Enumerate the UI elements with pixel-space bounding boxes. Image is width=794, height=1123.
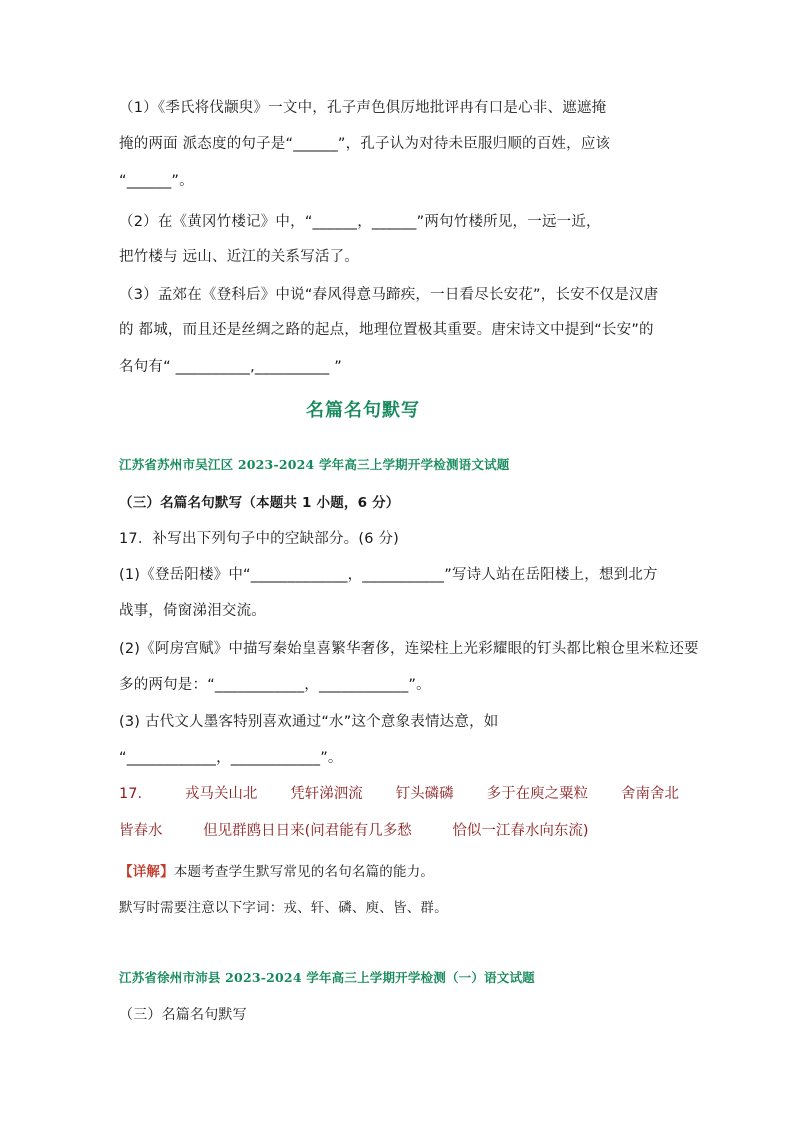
answer-item: 多于在庾之粟粒: [486, 786, 589, 802]
detail-label: 【详解】: [119, 864, 174, 880]
answer-item: 皆春水: [119, 823, 163, 839]
section-title: 名篇名句默写: [306, 400, 420, 421]
question-text: (3) 古代文人墨客特别喜欢通过“水”这个意象表情达意，如: [119, 714, 499, 730]
section-heading: （三）名篇名句默写: [119, 1007, 247, 1023]
detail-line: [119, 860, 434, 880]
question-text: （2）在《黄冈竹楼记》中，“______，______”两句竹楼所见，一远一近，: [119, 214, 601, 230]
detail-text: 本题考查学生默写常见的名句名篇的能力。: [173, 864, 435, 880]
source-heading: 江苏省徐州市沛县 2023-2024 学年高三上学期开学检测（一）语文试题: [119, 970, 535, 985]
question-text: 把竹楼与 远山、近江的关系写活了。: [119, 249, 360, 265]
answer-row: [119, 782, 679, 803]
question-text: 的 都城，而且还是丝绸之路的起点，地理位置极其重要。唐宋诗文中提到“长安”的: [119, 322, 654, 338]
question-intro: 17．补写出下列句子中的空缺部分。(6 分): [119, 531, 399, 547]
question-text: 战事，倚窗涕泪交流。: [119, 603, 266, 619]
answer-item: 钉头磷磷: [395, 786, 454, 802]
source-heading: 江苏省苏州市吴江区 2023-2024 学年高三上学期开学检测语文试题: [119, 457, 510, 472]
answer-item: 恰似一江春水向东流): [452, 823, 589, 839]
question-text: 名句有“ __________,__________ ”: [119, 359, 342, 375]
question-text: “______”。: [119, 173, 194, 189]
question-text: “____________，____________”。: [119, 750, 343, 766]
answer-item: 但见群鸥日日来(问君能有几多愁: [203, 823, 412, 839]
answer-row: [119, 819, 625, 840]
answer-item: 戎马关山北: [184, 786, 258, 802]
question-text: (1)《登岳阳楼》中“_____________，___________”写诗人站在岳阳楼上，想到北方: [119, 567, 658, 583]
question-text: 掩的两面 派态度的句子是“______”，孔子认为对待未臣服归顺的百姓，应该: [119, 136, 611, 152]
answer-item: 凭轩涕泗流: [290, 786, 363, 802]
note-text: 默写时需要注意以下字词：戎、轩、磷、庾、皆、群。: [119, 900, 448, 916]
question-text: （3）孟郊在《登科后》中说“春风得意马蹄疾，一日看尽长安花”，长安不仅是汉唐: [119, 287, 659, 303]
question-text: 多的两句是：“____________，____________”。: [119, 677, 431, 693]
question-text: (2)《阿房宫赋》中描写秦始皇喜繁华奢侈，连梁柱上光彩耀眼的钉头都比粮仓里米粒还要: [119, 641, 699, 657]
answer-item: 舍南舍北: [620, 786, 679, 802]
question-text: （1）《季氏将伐颛臾》一文中，孔子声色俱厉地批评冉有口是心非、遮遮掩: [119, 100, 607, 116]
answer-item: 17．: [119, 786, 152, 802]
section-heading: （三）名篇名句默写（本题共 1 小题，6 分）: [119, 495, 400, 511]
